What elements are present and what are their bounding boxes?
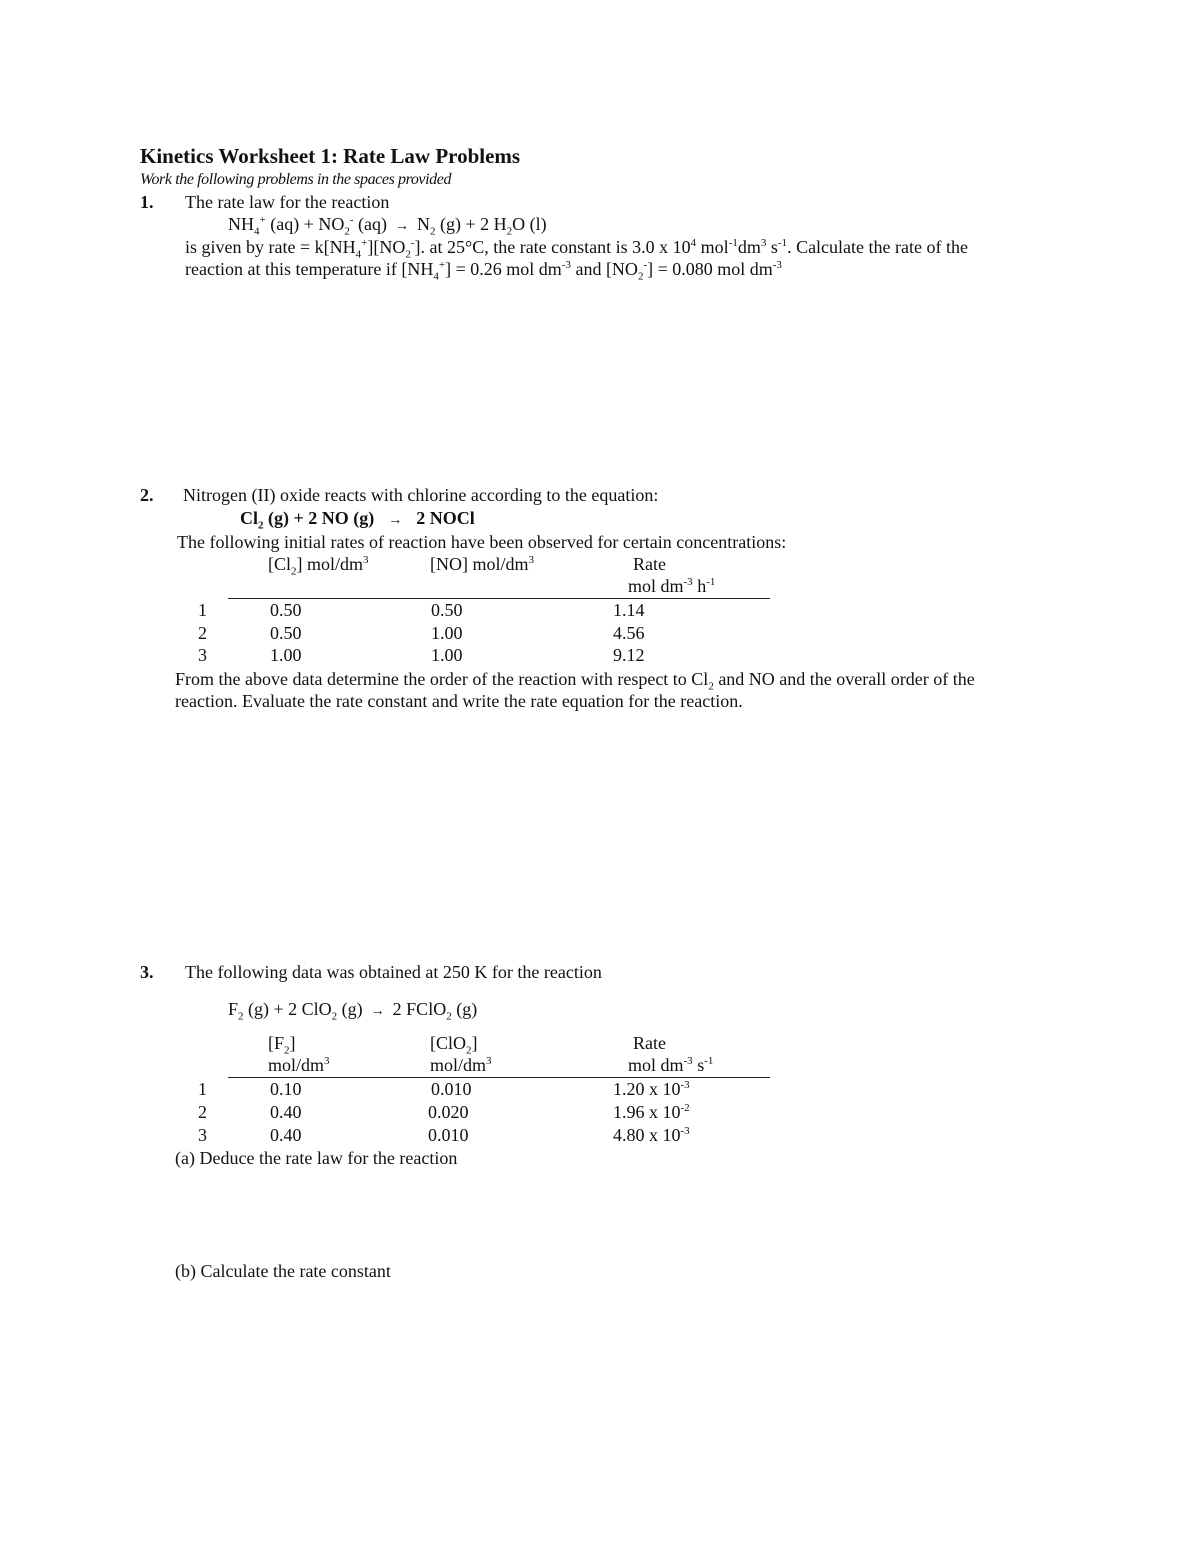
q3-part-b: (b) Calculate the rate constant xyxy=(175,1261,391,1281)
table-cell: 9.12 xyxy=(613,645,645,665)
table-cell: 0.010 xyxy=(431,1079,472,1099)
table-cell: 0.40 xyxy=(270,1102,302,1122)
table-cell: 0.010 xyxy=(428,1125,469,1145)
q2-header-rate: Rate xyxy=(633,554,666,574)
page-title: Kinetics Worksheet 1: Rate Law Problems xyxy=(140,144,521,168)
table-cell: 4.56 xyxy=(613,623,645,643)
q2-number: 2. xyxy=(140,485,154,505)
q1-condition-line: reaction at this temperature if $[NH_4^+] = 0.26$ mol $dm^{-3}$ and $[NO_2^-] = 0.080$ mol $dm^{-3}$ xyxy=(185,259,782,283)
table-cell: 1.96 x $10^{-2}$ xyxy=(613,1102,690,1122)
q1-intro: The rate law for the reaction xyxy=(185,192,390,212)
q3-header-f2-unit: mol/$dm^3$ xyxy=(268,1055,330,1075)
q1-equation: $NH_4^+$ $(aq) + NO_2^-$ $(aq) \to N_2$ (g) + 2 $H_2O$ (l) xyxy=(228,214,547,238)
reaction-arrow-icon: → xyxy=(370,1004,385,1019)
q3-part-a: (a) Deduce the rate law for the reaction xyxy=(175,1148,458,1168)
instructions: Work the following problems in the spaces provided xyxy=(140,171,452,188)
reaction-arrow-icon: → xyxy=(388,513,403,528)
table-cell: 1.14 xyxy=(613,600,645,620)
q3-header-clo2-unit: mol/$dm^3$ xyxy=(430,1055,492,1075)
q2-header-no: [NO] mol/$dm^3$ xyxy=(430,554,534,574)
q1-number: 1. xyxy=(140,192,154,212)
q3-header-rate: Rate xyxy=(633,1033,666,1053)
table-cell: 1.20 x $10^{-3}$ xyxy=(613,1079,690,1099)
table-row-num: 3 xyxy=(198,645,207,665)
q3-header-rate-unit: mol $dm^{-3}$ $s^{-1}$ xyxy=(628,1055,714,1075)
q2-header-cl2: $[Cl_2]$ mol/$dm^3$ xyxy=(268,554,369,578)
table-cell: 0.50 xyxy=(270,623,302,643)
q2-equation: $Cl_2$ (g) + 2 NO (g) → 2 NOCl xyxy=(240,508,475,532)
table-row-num: 1 xyxy=(198,600,207,620)
q2-task-line1: From the above data determine the order of the reaction with respect to $Cl_2$ and NO and the overall order of the xyxy=(175,669,975,693)
q2-task-line2: reaction. Evaluate the rate constant and write the rate equation for the reaction. xyxy=(175,691,743,711)
table-cell: 1.00 xyxy=(431,623,463,643)
q2-table-rule xyxy=(228,598,770,599)
table-cell: 0.40 xyxy=(270,1125,302,1145)
table-cell: 1.00 xyxy=(431,645,463,665)
q3-intro: The following data was obtained at 250 K for the reaction xyxy=(185,962,602,982)
reaction-arrow-icon: → xyxy=(395,219,410,234)
table-cell: 0.50 xyxy=(270,600,302,620)
table-row-num: 2 xyxy=(198,1102,207,1122)
table-cell: 0.10 xyxy=(270,1079,302,1099)
table-cell: 4.80 x $10^{-3}$ xyxy=(613,1125,690,1145)
table-row-num: 3 xyxy=(198,1125,207,1145)
table-row-num: 2 xyxy=(198,623,207,643)
q3-header-f2: $[F_2]$ xyxy=(268,1033,296,1057)
q2-rates-intro: The following initial rates of reaction have been observed for certain concentrations: xyxy=(177,532,787,552)
q3-equation: $F_2$ (g) + 2 ClO$_2$ (g) → 2 FClO$_2$ (g) xyxy=(228,999,478,1023)
table-cell: 0.50 xyxy=(431,600,463,620)
table-row-num: 1 xyxy=(198,1079,207,1099)
table-cell: 0.020 xyxy=(428,1102,469,1122)
q1-given-line: is given by rate = $k[NH_4^+][NO_2^-]$. at 25°C, the rate constant is 3.0 x $10^4$ $mol^{-1}dm^3$ $s^{-1}$. Calculate the rate of the xyxy=(185,237,968,261)
q3-header-clo2: [ClO$_2$] xyxy=(430,1033,478,1057)
q2-header-rate-unit: mol $dm^{-3}$ $h^{-1}$ xyxy=(628,576,716,596)
table-cell: 1.00 xyxy=(270,645,302,665)
q2-intro: Nitrogen (II) oxide reacts with chlorine according to the equation: xyxy=(183,485,659,505)
q3-number: 3. xyxy=(140,962,154,982)
